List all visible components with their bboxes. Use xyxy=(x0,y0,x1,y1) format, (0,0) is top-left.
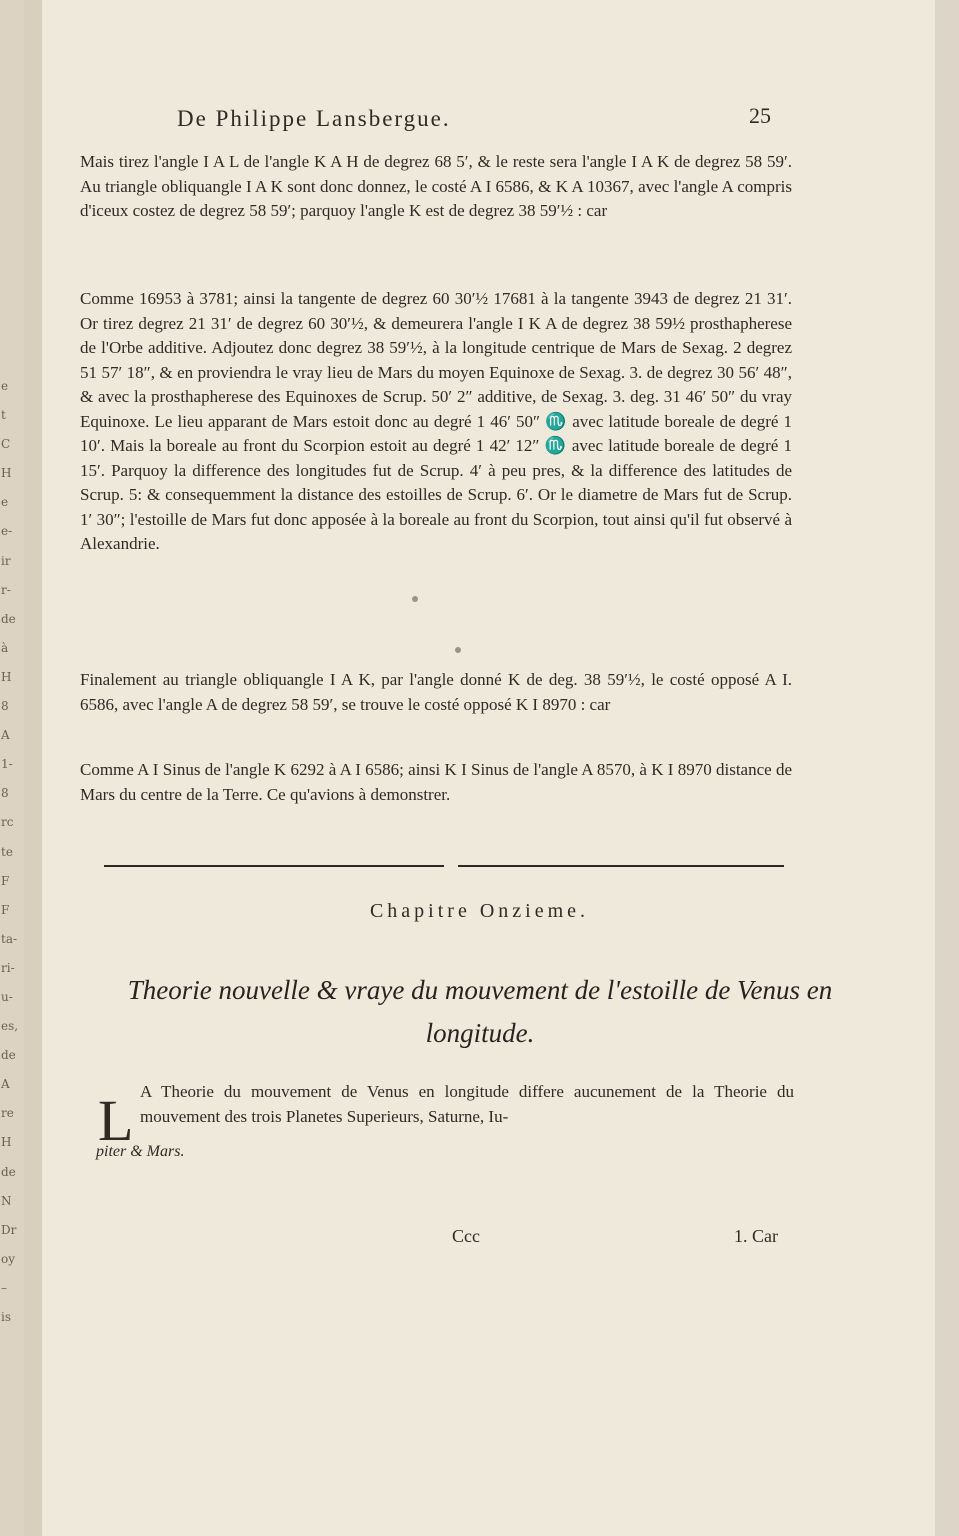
chapter-intro-text: A Theorie du mouvement de Venus en longitude differe aucunement de la Theorie du mouvement des trois Planetes Superieurs, Saturne, Iu- xyxy=(140,1082,794,1126)
book-gutter xyxy=(24,0,43,1536)
right-page-edge xyxy=(934,0,959,1536)
left-margin-fragment: – xyxy=(1,1280,7,1295)
left-margin-fragment: e xyxy=(1,379,9,393)
chapter-subtitle: Theorie nouvelle & vraye du mouvement de l'estoille de Venus en longitude. xyxy=(127,975,833,1048)
left-margin-fragment: oy xyxy=(1,1251,16,1266)
chapter-intro-last-line: piter & Mars. xyxy=(96,1143,185,1160)
left-margin-fragment: u- xyxy=(1,989,13,1004)
left-margin-fragment: te xyxy=(1,844,13,859)
left-margin-fragment: de xyxy=(1,1164,16,1179)
left-margin-fragment: A xyxy=(1,728,10,743)
left-margin-fragment: C xyxy=(1,437,11,452)
paragraph-tangent-calculation: Comme 16953 à 3781; ainsi la tangente de degrez 60 30′½ 17681 à la tangente 3943 de degrez 21 31′. Or tirez degrez 21 31′ de degrez 60 30′½, & demeurera l'angle I K A de degrez 38 59½ prosthapherese de l'Orbe additive. Adjoutez donc degrez 38 59′½, à la longitude centrique de Mars de Sexag. 2 degrez 51 57′ 18″, & en proviendra le vray lieu de Mars du moyen Equinoxe de Sexag. 3. de degrez 30 56′ 48″, & avec la prosthapherese des Equinoxes de Scrup. 50′ 2″ additive, de Sexag. 3. deg. 31 46′ 50″ du vray Equinoxe. Le lieu apparant de Mars estoit donc au degré 1 46′ 50″ ♏ avec latitude boreale de degré 1 10′. Mais la boreale au front du Scorpion estoit au degré 1 42′ 12″ ♏ avec latitude boreale de degré 1 15′. Parquoy la difference des longitudes fut de Scrup. 4′ à peu pres, & la difference des latitudes de Scrup. 5: & consequemment la distance des estoilles de Scrup. 6′. Or le diametre de Mars fut de Scrup. 1′ 30″; l'estoille de Mars fut donc apposée à la boreale au front du Scorpion, tout ainsi qu'il fut observé à Alexandrie. xyxy=(80,289,792,553)
left-margin-fragment: e xyxy=(1,495,9,510)
left-margin-fragment: ri- xyxy=(1,960,15,975)
left-margin-fragment: es, xyxy=(1,1019,19,1034)
left-margin-fragment: F xyxy=(1,902,10,917)
left-margin-fragment: Dr xyxy=(1,1222,17,1237)
signature-mark: Ccc xyxy=(452,1226,480,1246)
left-margin-fragment: t xyxy=(1,408,6,423)
left-margin-fragment: H xyxy=(1,1135,12,1150)
left-margin-fragment: ta- xyxy=(1,931,18,946)
left-margin-fragment: H xyxy=(1,669,12,684)
left-margin-fragment: N xyxy=(1,1193,12,1208)
left-margin-fragment: rc xyxy=(1,815,14,830)
running-head: De Philippe Lansbergue. xyxy=(177,106,451,131)
left-margin-fragment: F xyxy=(1,873,10,888)
left-margin-fragment: is xyxy=(1,1310,11,1324)
ink-dot xyxy=(412,596,418,602)
paragraph-sine-proportion: Comme A I Sinus de l'angle K 6292 à A I 6586; ainsi K I Sinus de l'angle A 8570, à K I 8970 distance de Mars du centre de la Terre. Ce qu'avions à demonstrer. xyxy=(80,760,792,804)
left-margin-fragment: e- xyxy=(1,524,13,539)
page-header xyxy=(177,103,795,140)
drop-capital: L xyxy=(98,1088,134,1153)
page-number: 25 xyxy=(749,103,771,128)
left-margin-fragment: à xyxy=(1,640,9,655)
left-margin-fragment: A xyxy=(1,1077,10,1092)
left-margin-fragment: de xyxy=(1,1048,16,1063)
chapter-title: Chapitre Onzieme. xyxy=(369,900,590,922)
section-rule-left xyxy=(104,865,444,867)
left-margin-fragment: re xyxy=(1,1106,14,1121)
left-page-edge xyxy=(0,0,25,1536)
left-margin-fragment: 8 xyxy=(1,699,9,714)
left-margin-fragment: ir xyxy=(1,553,11,568)
section-rule-right xyxy=(458,865,784,867)
left-margin-fragment: r- xyxy=(1,582,11,597)
ink-dot xyxy=(455,647,461,653)
left-margin-fragment: 1- xyxy=(1,757,13,772)
paragraph-angle-computation: Mais tirez l'angle I A L de l'angle K A H de degrez 68 5′, & le reste sera l'angle I A K de degrez 58 59′. Au triangle obliquangle I A K sont donc donnez, le costé A I 6586, & K A 10367, avec l'angle A compris d'iceux costez de degrez 58 59′; parquoy l'angle K est de degrez 38 59′½ : car xyxy=(80,152,792,220)
paragraph-final-triangle: Finalement au triangle obliquangle I A K, par l'angle donné K de deg. 38 59′½, le costé opposé A I. 6586, avec l'angle A de degrez 58 59′, se trouve le costé opposé K I 8970 : car xyxy=(80,670,792,714)
left-margin-fragment: 8 xyxy=(1,786,9,801)
left-margin-fragment: de xyxy=(1,611,16,626)
left-margin-fragment: H xyxy=(1,466,12,481)
left-page-margin-fragments xyxy=(1,372,23,1332)
catchword: 1. Car xyxy=(734,1226,778,1246)
